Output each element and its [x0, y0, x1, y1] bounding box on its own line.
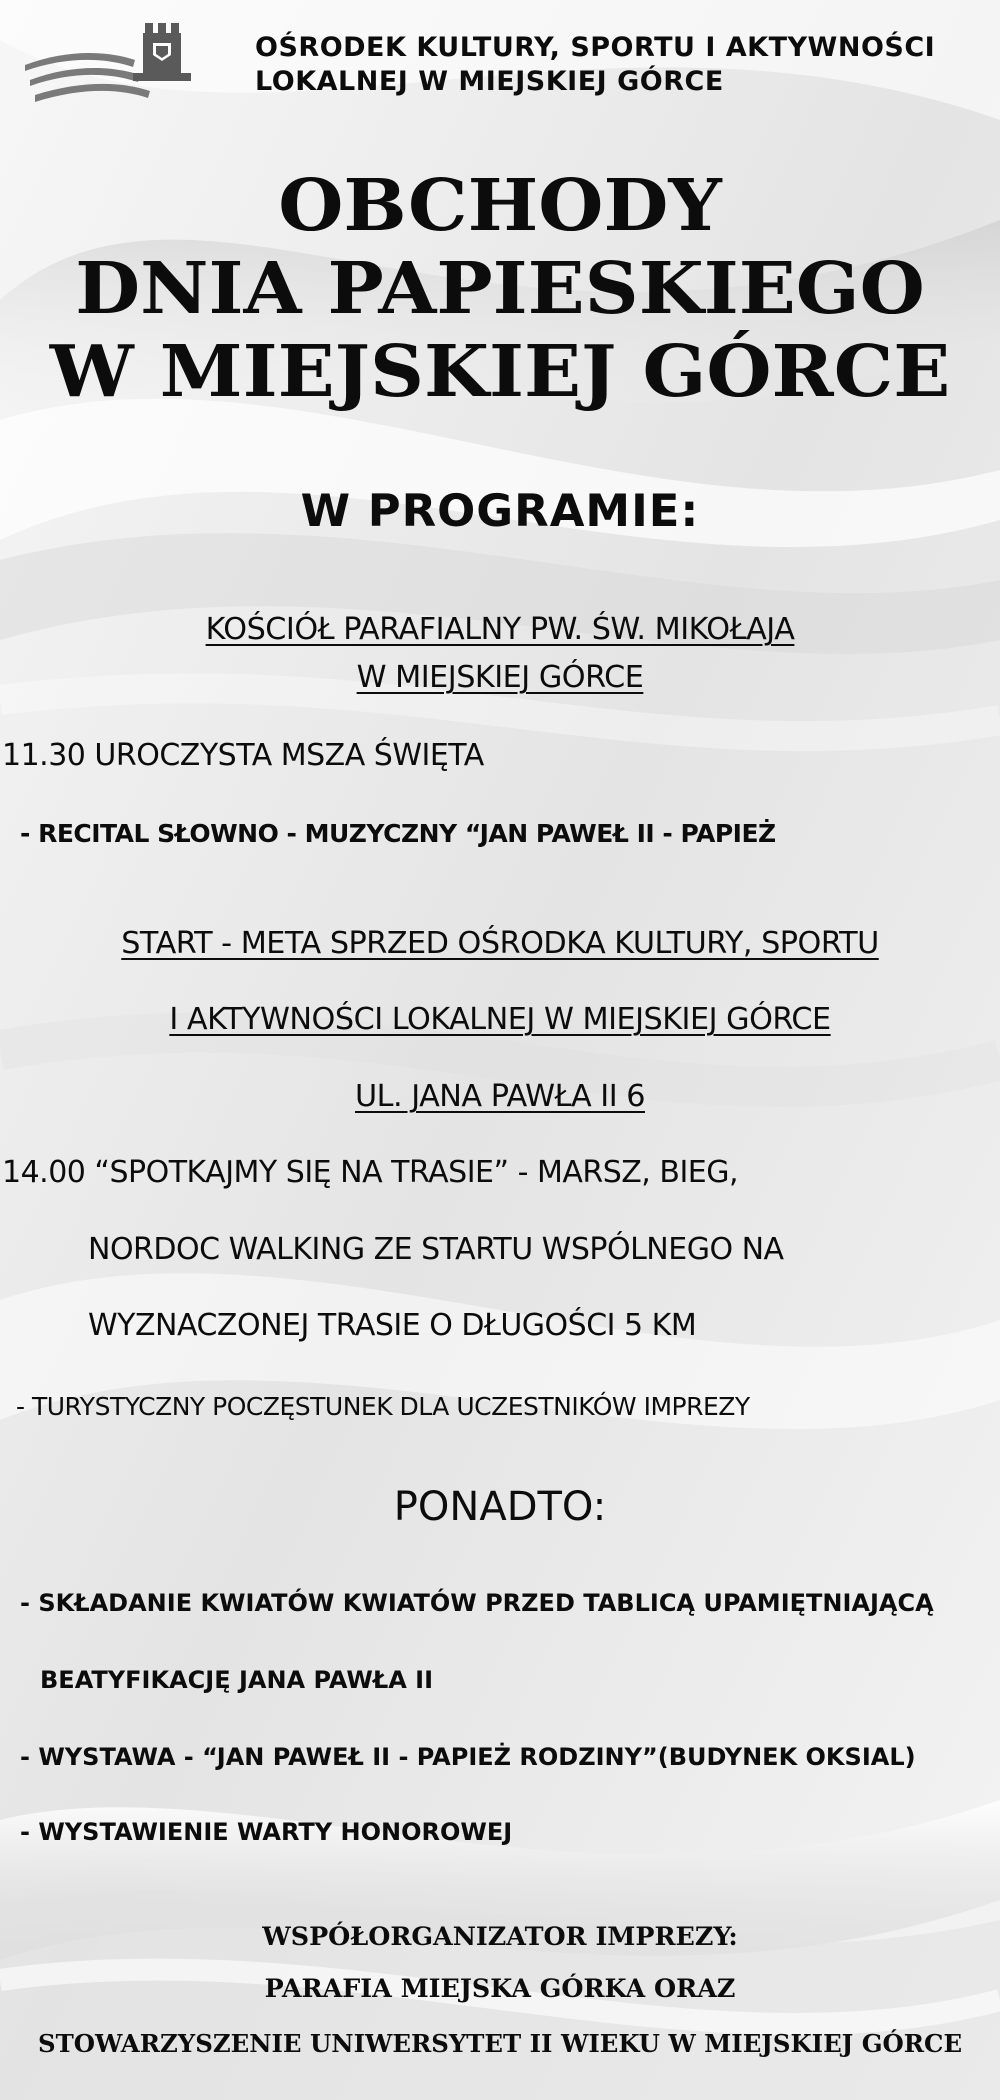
additionally-item: - WYSTAWA - “JAN PAWEŁ II - PAPIEŻ RODZINY”(BUDYNEK OKSIAL)	[20, 1743, 916, 1771]
march-line-2: NORDOC WALKING ZE STARTU WSPÓLNEGO NA	[88, 1232, 784, 1267]
start-line-1: START - META SPRZED OŚRODKA KULTURY, SPORTU	[121, 926, 879, 961]
additionally-heading: PONADTO:	[393, 1484, 607, 1530]
title-line-2: DNIA PAPIESKIEGO	[75, 246, 925, 330]
start-line-2: I AKTYWNOŚCI LOKALNEJ W MIEJSKIEJ GÓRCE	[169, 1002, 831, 1037]
additionally-item: - WYSTAWIENIE WARTY HONOROWEJ	[20, 1818, 513, 1846]
organizers-heading: WSPÓŁORGANIZATOR IMPREZY:	[262, 1921, 738, 1951]
treat-item: - TURYSTYCZNY POCZĘSTUNEK DLA UCZESTNIKÓW IMPREZY	[16, 1392, 750, 1421]
header-line-1: OŚRODEK KULTURY, SPORTU I AKTYWNOŚCI	[255, 32, 936, 63]
church-line-1: KOŚCIÓŁ PARAFIALNY PW. ŚW. MIKOŁAJA	[205, 612, 795, 647]
program-heading: W PROGRAMIE:	[300, 484, 700, 537]
start-line-3: UL. JANA PAWŁA II 6	[354, 1079, 646, 1114]
recital-item: - RECITAL SŁOWNO - MUZYCZNY “JAN PAWEŁ II - PAPIEŻ	[20, 819, 776, 848]
organizers-line-3: STOWARZYSZENIE UNIWERSYTET II WIEKU W MIEJSKIEJ GÓRCE	[37, 2029, 963, 2058]
header-line-2: LOKALNEJ W MIEJSKIEJ GÓRCE	[255, 66, 724, 97]
organizers-line-2: PARAFIA MIEJSKA GÓRKA ORAZ	[264, 1973, 736, 2003]
march-line-1: 14.00 “SPOTKAJMY SIĘ NA TRASIE” - MARSZ, BIEG,	[2, 1155, 739, 1190]
title-line-3: W MIEJSKIEJ GÓRCE	[49, 329, 951, 413]
additionally-item: BEATYFIKACJĘ JANA PAWŁA II	[40, 1666, 434, 1694]
march-line-3: WYZNACZONEJ TRASIE O DŁUGOŚCI 5 KM	[88, 1308, 697, 1343]
church-line-2: W MIEJSKIEJ GÓRCE	[356, 660, 644, 695]
mass-time: 11.30 UROCZYSTA MSZA ŚWIĘTA	[2, 738, 484, 773]
title-line-1: OBCHODY	[278, 163, 722, 247]
additionally-item: - SKŁADANIE KWIATÓW KWIATÓW PRZED TABLICĄ UPAMIĘTNIAJĄCĄ	[20, 1589, 934, 1617]
